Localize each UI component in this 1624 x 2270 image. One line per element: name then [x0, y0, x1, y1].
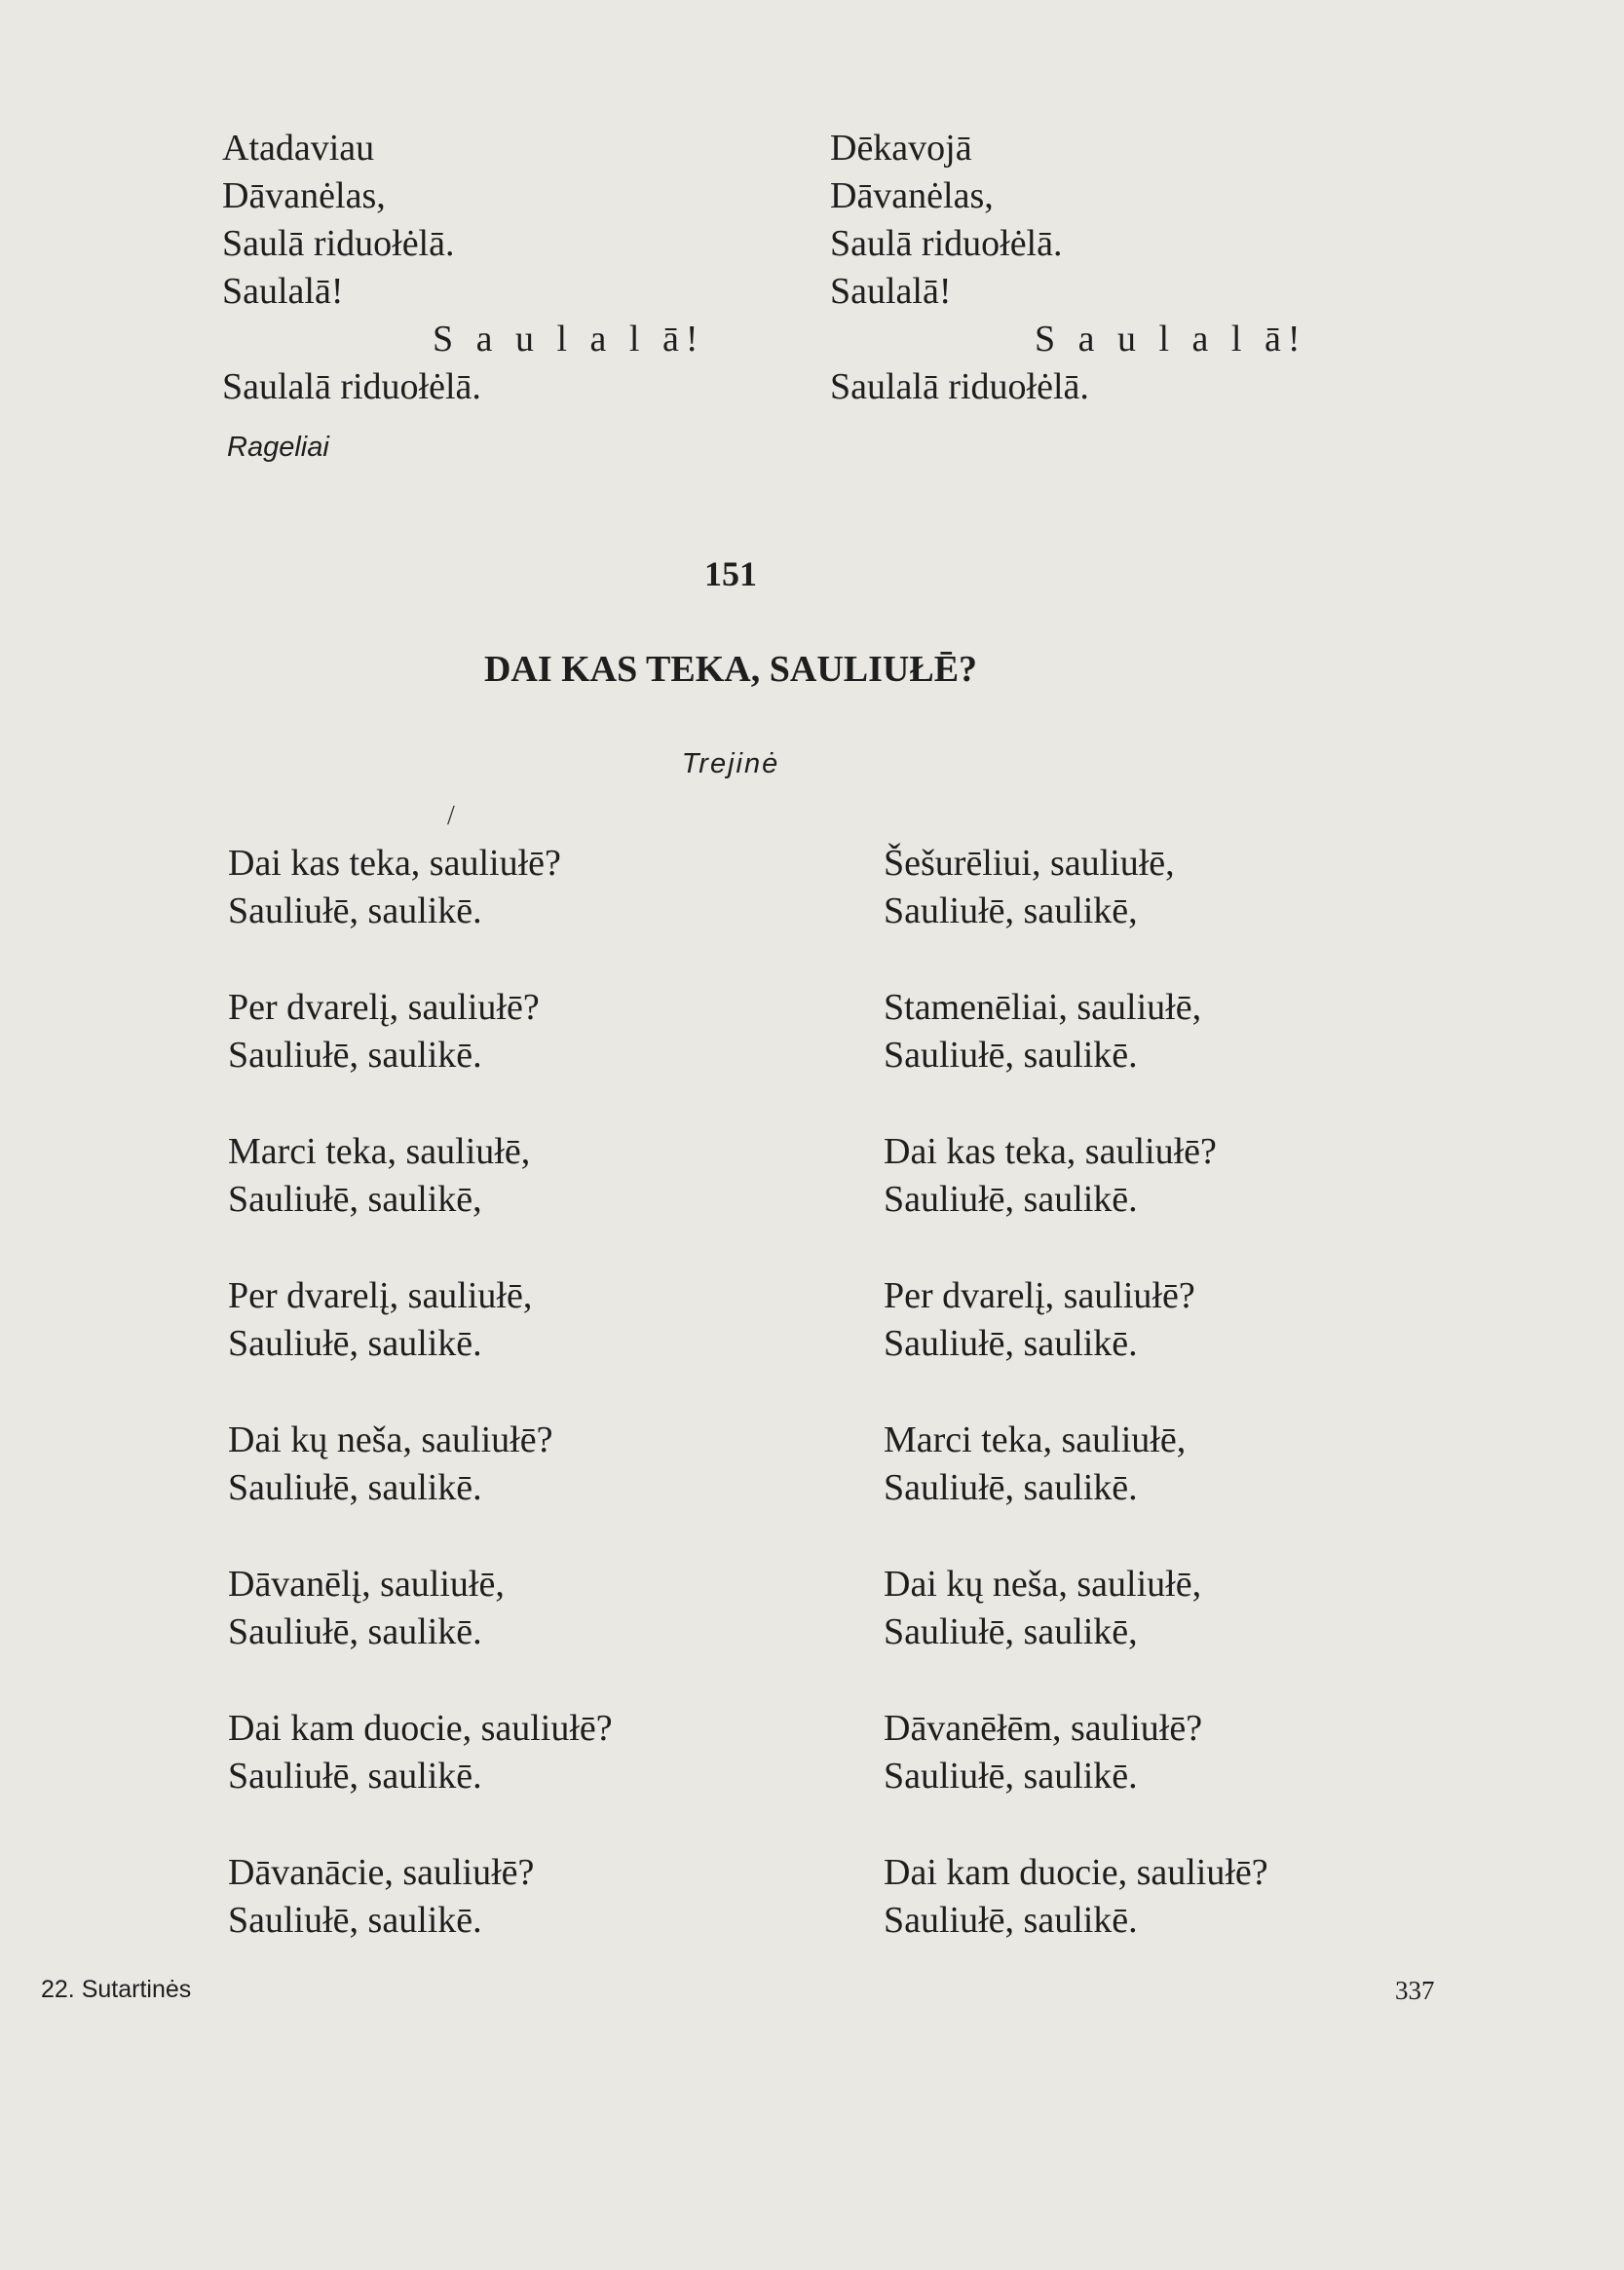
- stanza-line: Dai kų neša, sauliułē?: [228, 1419, 553, 1460]
- verse-line: Dāvanėlas,: [222, 175, 386, 216]
- verse-line: Saulā riduołėlā.: [222, 223, 455, 264]
- place-name: Rageliai: [227, 432, 329, 463]
- stanza-line: Sauliułē, saulikē.: [884, 1467, 1138, 1508]
- stanza-line: Sauliułē, saulikē.: [228, 1900, 482, 1941]
- stanza: [228, 1705, 613, 1849]
- song-type: Trejinė: [681, 748, 780, 779]
- stanza: [228, 1417, 613, 1561]
- stanza-line: Marci teka, sauliułē,: [884, 1419, 1187, 1460]
- verse-line: Atadaviau: [222, 128, 375, 169]
- stanza: [228, 1272, 613, 1417]
- stanza-line: Sauliułē, saulikē.: [228, 1323, 482, 1364]
- accent-mark: /: [447, 801, 455, 831]
- stanza-line: Sauliułē, saulikē,: [884, 1611, 1138, 1652]
- stanza: [884, 1705, 1268, 1849]
- song-column-right: [884, 840, 1268, 1993]
- stanza: [884, 840, 1268, 984]
- verse-line: Dāvanėlas,: [830, 175, 994, 216]
- verse-line: Saulalā!: [830, 271, 952, 312]
- stanza: [884, 1849, 1268, 1993]
- stanza-line: Sauliułē, saulikē.: [228, 1035, 482, 1076]
- footer-section-label: 22. Sutartinės: [41, 1976, 192, 2003]
- top-verse-right: [830, 125, 1307, 411]
- stanza-line: Per dvarelį, sauliułē?: [884, 1275, 1195, 1316]
- stanza-line: Šešurēliui, sauliułē,: [884, 843, 1175, 884]
- stanza-line: Sauliułē, saulikē,: [228, 1179, 482, 1220]
- stanza: [884, 1417, 1268, 1561]
- song-column-left: [228, 840, 613, 1993]
- stanza-line: Dāvanācie, sauliułē?: [228, 1852, 535, 1893]
- stanza-line: Dāvanēlį, sauliułē,: [228, 1564, 505, 1605]
- stanza: [228, 1128, 613, 1272]
- stanza: [884, 1128, 1268, 1272]
- stanza-line: Sauliułē, saulikē.: [228, 890, 482, 931]
- verse-line: Dēkavojā: [830, 128, 972, 169]
- stanza: [228, 1849, 613, 1993]
- stanza-line: Dai kų neša, sauliułē,: [884, 1564, 1202, 1605]
- stanza-line: Sauliułē, saulikē,: [884, 890, 1138, 931]
- stanza: [228, 984, 613, 1128]
- verse-line: Saulalā!: [222, 271, 344, 312]
- stanza-line: Sauliułē, saulikē.: [228, 1756, 482, 1797]
- verse-line-refrain: S a u l a l ā!: [1035, 319, 1307, 359]
- stanza-line: Per dvarelį, sauliułē,: [228, 1275, 533, 1316]
- stanza-line: Sauliułē, saulikē.: [884, 1323, 1138, 1364]
- song-title: DAI KAS TEKA, SAULIUŁĒ?: [483, 649, 978, 690]
- page-number: 337: [1395, 1976, 1435, 2005]
- verse-line-refrain: S a u l a l ā!: [433, 319, 705, 359]
- verse-line: Saulā riduołėlā.: [830, 223, 1063, 264]
- stanza: [884, 984, 1268, 1128]
- stanza-line: Sauliułē, saulikē.: [228, 1611, 482, 1652]
- stanza-line: Sauliułē, saulikē.: [884, 1035, 1138, 1076]
- top-verse-left: [222, 125, 705, 411]
- stanza: [228, 1561, 613, 1705]
- verse-line: Saulalā riduołėlā.: [830, 366, 1089, 407]
- song-number: 151: [704, 554, 757, 593]
- stanza-line: Marci teka, sauliułē,: [228, 1131, 531, 1172]
- stanza: [884, 1272, 1268, 1417]
- stanza-line: Stamenēliai, sauliułē,: [884, 987, 1202, 1028]
- stanza-line: Sauliułē, saulikē.: [884, 1756, 1138, 1797]
- stanza: [228, 840, 613, 984]
- stanza: [884, 1561, 1268, 1705]
- stanza-line: Dai kam duocie, sauliułē?: [228, 1708, 613, 1749]
- stanza-line: Dai kam duocie, sauliułē?: [884, 1852, 1268, 1893]
- verse-line: Saulalā riduołėlā.: [222, 366, 481, 407]
- stanza-line: Per dvarelį, sauliułē?: [228, 987, 540, 1028]
- stanza-line: Dai kas teka, sauliułē?: [228, 843, 561, 884]
- stanza-line: Dāvanēłēm, sauliułē?: [884, 1708, 1203, 1749]
- stanza-line: Sauliułē, saulikē.: [228, 1467, 482, 1508]
- stanza-line: Sauliułē, saulikē.: [884, 1179, 1138, 1220]
- stanza-line: Sauliułē, saulikē.: [884, 1900, 1138, 1941]
- stanza-line: Dai kas teka, sauliułē?: [884, 1131, 1217, 1172]
